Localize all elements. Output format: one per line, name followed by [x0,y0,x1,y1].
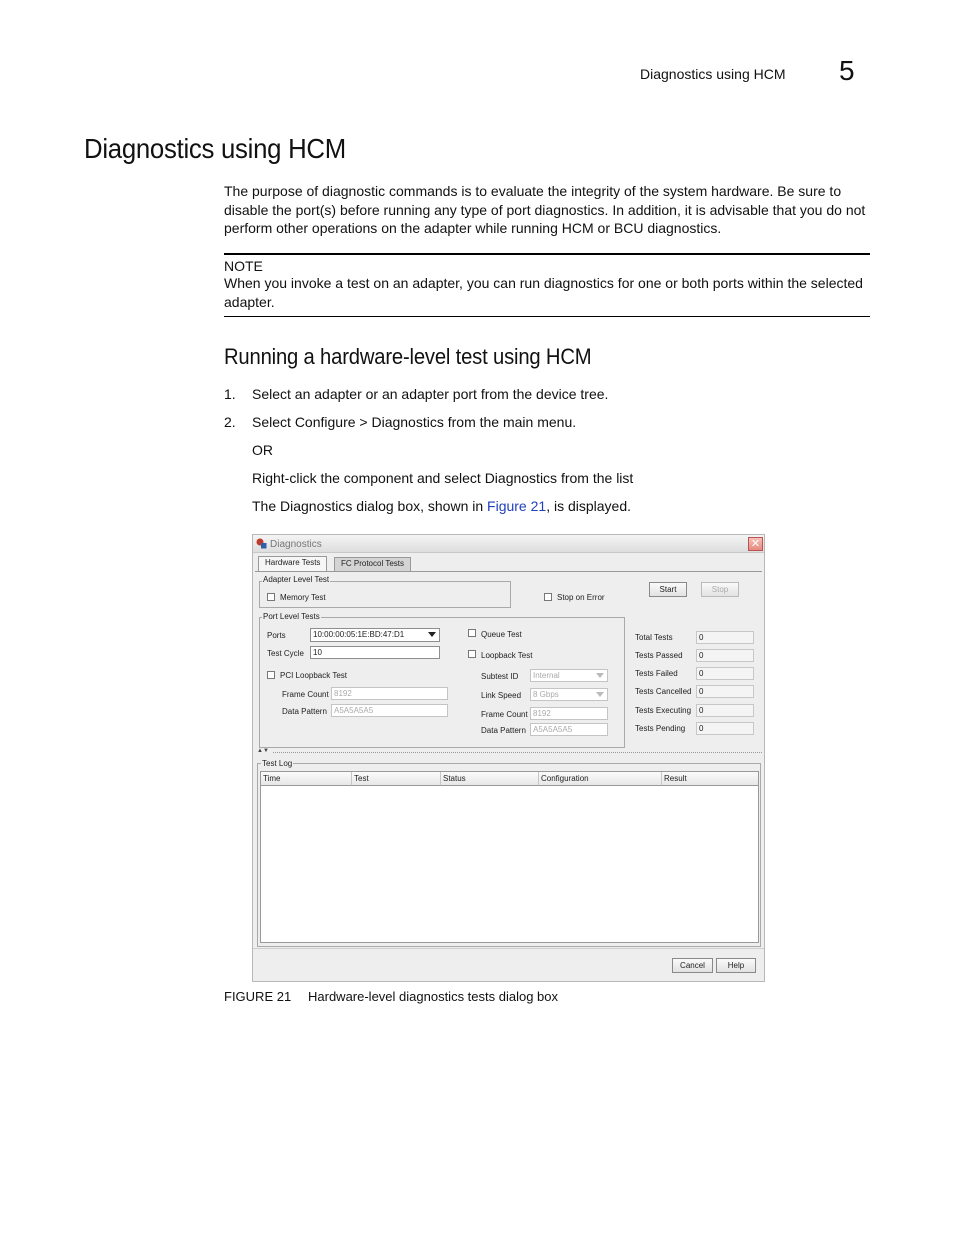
subsection-title: Running a hardware-level test using HCM [224,344,592,369]
figure-label: FIGURE 21 [224,989,292,1004]
test-log-table[interactable] [260,771,759,943]
column-header-result[interactable]: Result [662,772,758,786]
chevron-down-icon [596,692,604,697]
result-post: , is displayed. [546,498,632,514]
stat-tests-executing-label: Tests Executing [635,706,692,715]
step-1-number: 1. [224,386,236,402]
note-label: NOTE [224,258,263,274]
help-button[interactable]: Help [716,958,756,973]
tab-hardware-tests[interactable]: Hardware Tests [258,556,327,571]
ports-value: 10:00:00:05:1E:BD:47:D1 [313,630,405,639]
test-log-legend: Test Log [262,759,293,768]
pci-loopback-label: PCI Loopback Test [280,671,348,680]
stat-tests-pending-label: Tests Pending [635,724,686,733]
diagnostics-dialog [252,534,765,982]
data-pattern-2-input[interactable]: A5A5A5A5 [530,723,608,736]
link-speed-label: Link Speed [481,691,522,700]
or-text: OR [252,442,273,458]
column-header-time[interactable]: Time [261,772,352,786]
running-header: Diagnostics using HCM [640,66,786,82]
test-cycle-input[interactable]: 10 [310,646,440,659]
chevron-down-icon [428,632,436,637]
tab-fc-protocol-tests[interactable]: FC Protocol Tests [334,557,411,571]
column-header-status[interactable]: Status [441,772,539,786]
stat-tests-executing-value: 0 [696,704,754,717]
alt-post: from the list [557,470,634,486]
stat-tests-failed-label: Tests Failed [635,669,678,678]
dialog-title: Diagnostics [270,539,322,550]
result-command: Diagnostics [280,498,353,514]
close-button[interactable]: ✕ [748,537,763,551]
splitter-bar[interactable] [273,752,762,753]
stat-tests-pending-value: 0 [696,722,754,735]
frame-count-2-label: Frame Count [481,710,528,719]
subtest-id-value: Internal [533,671,560,680]
frame-count-input[interactable]: 8192 [331,687,448,700]
button-bar-divider [253,948,764,949]
step-2-command: Configure > Diagnostics [294,414,444,430]
ports-label: Ports [267,631,286,640]
data-pattern-label: Data Pattern [282,707,327,716]
dialog-titlebar [253,535,764,553]
note-text: When you invoke a test on an adapter, you can run diagnostics for one or both ports within the selected adapter. [224,275,863,310]
adapter-level-legend: Adapter Level Test [263,575,330,584]
step-2-text [252,414,576,430]
alt-pre: Right-click the component and select [252,470,485,486]
stat-total-tests-label: Total Tests [635,633,673,642]
section-title: Diagnostics using HCM [84,133,346,164]
intro-paragraph: The purpose of diagnostic commands is to evaluate the integrity of the system hardware. Be sure to disable the port(s) before running any type of port diagnostics. In addition, it is advisable that you do not perform other operations on the adapter while running HCM or BCU diagnostics. [224,183,866,236]
splitter-arrows[interactable]: ▲▼ [257,748,269,754]
port-level-legend: Port Level Tests [263,612,320,621]
link-speed-select[interactable] [530,688,608,701]
stat-tests-passed-label: Tests Passed [635,651,683,660]
ports-select[interactable] [310,628,440,642]
stat-tests-failed-value: 0 [696,667,754,680]
step-2-post: from the main menu. [443,414,577,430]
subtest-id-label: Subtest ID [481,672,519,681]
stop-on-error-checkbox[interactable] [544,593,552,601]
figure-caption: Hardware-level diagnostics tests dialog box [308,989,559,1004]
frame-count-2-input[interactable]: 8192 [530,707,608,720]
step-2-pre: Select [252,414,295,430]
link-speed-value: 8 Gbps [533,690,559,699]
stop-on-error-label: Stop on Error [557,593,605,602]
alt-step-text [252,470,633,486]
data-pattern-input[interactable]: A5A5A5A5 [331,704,448,717]
column-header-test[interactable]: Test [352,772,441,786]
result-text [252,498,631,514]
chapter-number: 5 [839,55,855,86]
alt-command: Diagnostics [484,470,558,486]
note-bottom-rule [224,316,870,317]
stat-tests-cancelled-label: Tests Cancelled [635,687,692,696]
loopback-test-label: Loopback Test [481,651,533,660]
start-button[interactable]: Start [649,582,687,597]
queue-test-checkbox[interactable] [468,629,476,637]
result-pre: The [252,498,281,514]
result-mid: dialog box, shown in [352,498,488,514]
note-top-rule [224,253,870,255]
step-2-number: 2. [224,414,236,430]
diagnostics-app-icon [256,538,267,549]
stat-tests-cancelled-value: 0 [696,685,754,698]
subtest-id-select[interactable] [530,669,608,682]
loopback-test-checkbox[interactable] [468,650,476,658]
figure-link[interactable]: Figure 21 [487,498,547,514]
stop-button[interactable]: Stop [701,582,739,597]
cancel-button[interactable]: Cancel [672,958,713,973]
column-header-configuration[interactable]: Configuration [539,772,662,786]
test-cycle-label: Test Cycle [267,649,304,658]
queue-test-label: Queue Test [481,630,522,639]
data-pattern-2-label: Data Pattern [481,726,526,735]
stat-tests-passed-value: 0 [696,649,754,662]
memory-test-label: Memory Test [280,593,326,602]
chevron-down-icon [596,673,604,678]
frame-count-label: Frame Count [282,690,329,699]
stat-total-tests-value: 0 [696,631,754,644]
tab-divider [255,571,762,572]
memory-test-checkbox[interactable] [267,593,275,601]
step-1-text: Select an adapter or an adapter port from the device tree. [252,386,609,402]
pci-loopback-checkbox[interactable] [267,671,275,679]
